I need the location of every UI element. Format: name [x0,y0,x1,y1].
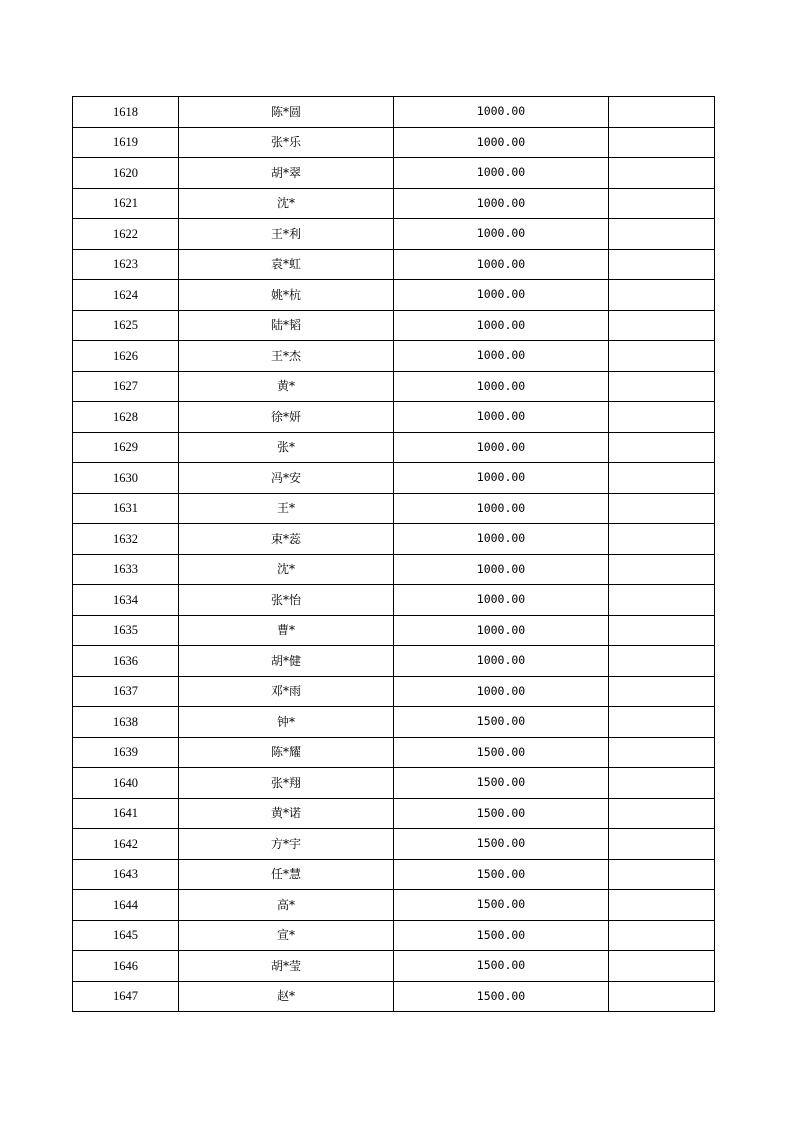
name-cell: 沈* [179,554,394,585]
amount-cell: 1000.00 [394,127,609,158]
row-number-cell: 1629 [73,432,179,463]
name-cell: 王*杰 [179,341,394,372]
note-cell [609,280,715,311]
note-cell [609,402,715,433]
row-number-cell: 1646 [73,951,179,982]
note-cell [609,829,715,860]
row-number-cell: 1634 [73,585,179,616]
row-number-cell: 1628 [73,402,179,433]
amount-cell: 1000.00 [394,615,609,646]
name-cell: 袁*虹 [179,249,394,280]
note-cell [609,676,715,707]
amount-cell: 1500.00 [394,859,609,890]
row-number-cell: 1631 [73,493,179,524]
table-row [73,829,715,860]
name-cell: 王*利 [179,219,394,250]
table-row [73,249,715,280]
table-row [73,463,715,494]
note-cell [609,493,715,524]
name-cell: 陈*耀 [179,737,394,768]
amount-cell: 1000.00 [394,310,609,341]
note-cell [609,432,715,463]
note-cell [609,249,715,280]
amount-cell: 1000.00 [394,554,609,585]
amount-cell: 1000.00 [394,646,609,677]
amount-cell: 1000.00 [394,524,609,555]
row-number-cell: 1643 [73,859,179,890]
amount-cell: 1500.00 [394,798,609,829]
amount-cell: 1000.00 [394,402,609,433]
row-number-cell: 1639 [73,737,179,768]
amount-cell: 1000.00 [394,219,609,250]
row-number-cell: 1645 [73,920,179,951]
note-cell [609,859,715,890]
note-cell [609,97,715,128]
name-cell: 束*蕊 [179,524,394,555]
amount-cell: 1500.00 [394,890,609,921]
row-number-cell: 1637 [73,676,179,707]
table-row [73,737,715,768]
note-cell [609,188,715,219]
note-cell [609,585,715,616]
row-number-cell: 1625 [73,310,179,341]
name-cell: 黄*诺 [179,798,394,829]
table-body [73,97,715,1012]
row-number-cell: 1644 [73,890,179,921]
table-row [73,341,715,372]
name-cell: 姚*杭 [179,280,394,311]
note-cell [609,798,715,829]
note-cell [609,158,715,189]
amount-cell: 1000.00 [394,249,609,280]
amount-cell: 1500.00 [394,920,609,951]
row-number-cell: 1640 [73,768,179,799]
note-cell [609,890,715,921]
note-cell [609,310,715,341]
name-cell: 方*宇 [179,829,394,860]
note-cell [609,615,715,646]
name-cell: 张* [179,432,394,463]
name-cell: 曹* [179,615,394,646]
table-row [73,371,715,402]
amount-cell: 1500.00 [394,981,609,1012]
row-number-cell: 1641 [73,798,179,829]
note-cell [609,127,715,158]
name-cell: 沈* [179,188,394,219]
table-row [73,402,715,433]
row-number-cell: 1635 [73,615,179,646]
table-row [73,158,715,189]
amount-cell: 1500.00 [394,951,609,982]
name-cell: 冯*安 [179,463,394,494]
row-number-cell: 1638 [73,707,179,738]
table-row [73,554,715,585]
row-number-cell: 1619 [73,127,179,158]
table-row [73,951,715,982]
table-row [73,524,715,555]
note-cell [609,554,715,585]
table-row [73,615,715,646]
row-number-cell: 1647 [73,981,179,1012]
table-row [73,493,715,524]
row-number-cell: 1621 [73,188,179,219]
row-number-cell: 1622 [73,219,179,250]
row-number-cell: 1633 [73,554,179,585]
table-row [73,981,715,1012]
row-number-cell: 1626 [73,341,179,372]
data-table [72,96,715,1012]
note-cell [609,951,715,982]
name-cell: 任*慧 [179,859,394,890]
row-number-cell: 1642 [73,829,179,860]
name-cell: 陈*圆 [179,97,394,128]
amount-cell: 1500.00 [394,829,609,860]
name-cell: 张*怡 [179,585,394,616]
table-row [73,219,715,250]
table-row [73,188,715,219]
note-cell [609,646,715,677]
amount-cell: 1000.00 [394,97,609,128]
amount-cell: 1000.00 [394,432,609,463]
row-number-cell: 1618 [73,97,179,128]
note-cell [609,737,715,768]
row-number-cell: 1624 [73,280,179,311]
table-row [73,859,715,890]
row-number-cell: 1632 [73,524,179,555]
name-cell: 张*乐 [179,127,394,158]
amount-cell: 1000.00 [394,463,609,494]
amount-cell: 1000.00 [394,280,609,311]
amount-cell: 1500.00 [394,737,609,768]
name-cell: 邓*雨 [179,676,394,707]
table-row [73,676,715,707]
name-cell: 胡*莹 [179,951,394,982]
table-row [73,97,715,128]
note-cell [609,371,715,402]
note-cell [609,768,715,799]
note-cell [609,524,715,555]
note-cell [609,463,715,494]
table-row [73,280,715,311]
name-cell: 赵* [179,981,394,1012]
row-number-cell: 1636 [73,646,179,677]
name-cell: 钟* [179,707,394,738]
amount-cell: 1000.00 [394,493,609,524]
name-cell: 宣* [179,920,394,951]
note-cell [609,707,715,738]
table-row [73,432,715,463]
amount-cell: 1000.00 [394,158,609,189]
amount-cell: 1000.00 [394,341,609,372]
note-cell [609,219,715,250]
amount-cell: 1000.00 [394,585,609,616]
row-number-cell: 1620 [73,158,179,189]
amount-cell: 1000.00 [394,371,609,402]
note-cell [609,341,715,372]
name-cell: 胡*翠 [179,158,394,189]
name-cell: 胡*健 [179,646,394,677]
name-cell: 王* [179,493,394,524]
amount-cell: 1500.00 [394,707,609,738]
name-cell: 徐*妍 [179,402,394,433]
name-cell: 黄* [179,371,394,402]
name-cell: 张*翔 [179,768,394,799]
row-number-cell: 1627 [73,371,179,402]
table-row [73,707,715,738]
row-number-cell: 1630 [73,463,179,494]
table-row [73,920,715,951]
row-number-cell: 1623 [73,249,179,280]
amount-cell: 1500.00 [394,768,609,799]
table-row [73,646,715,677]
table-row [73,890,715,921]
name-cell: 陆*韬 [179,310,394,341]
table-row [73,585,715,616]
amount-cell: 1000.00 [394,676,609,707]
table-row [73,798,715,829]
note-cell [609,981,715,1012]
note-cell [609,920,715,951]
amount-cell: 1000.00 [394,188,609,219]
table-row [73,127,715,158]
table-row [73,310,715,341]
table-row [73,768,715,799]
name-cell: 高* [179,890,394,921]
